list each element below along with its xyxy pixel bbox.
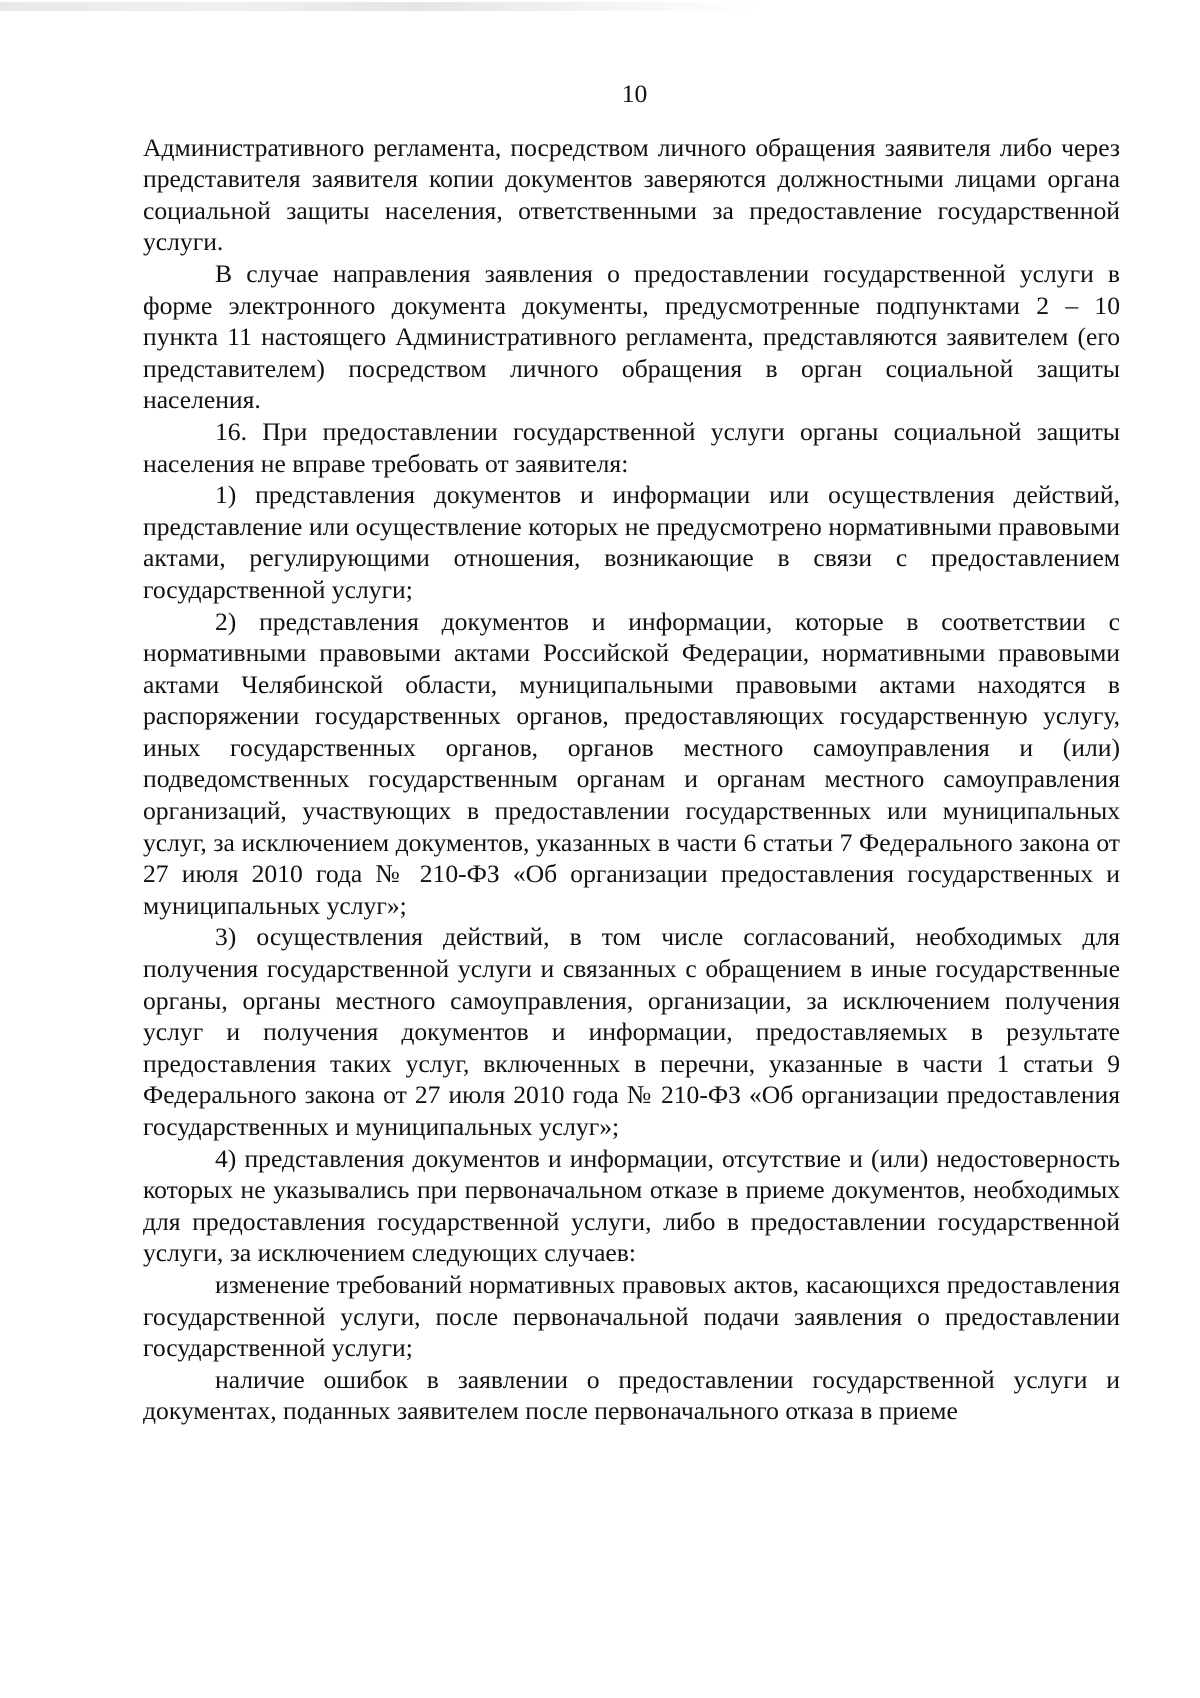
document-page	[143, 78, 1120, 1427]
paragraph-item-3: 3) осуществления действий, в том числе согласований, необходимых для получения государственной услуги и связанных с обращением в иные государственные органы, органы местного самоуправления, организации, за исключением получения услуг и получения документов и информации, предоставляемых в результате предоставления таких услуг, включенных в перечни, указанные в части 1 статьи 9 Федерального закона от 27 июля 2010 года № 210-ФЗ «Об организации предоставления государственных и муниципальных услуг»;	[143, 922, 1120, 1141]
paragraph-item-4: 4) представления документов и информации, отсутствие и (или) недостоверность которых не указывались при первоначальном отказе в приеме документов, необходимых для предоставления государственной услуги, либо в предоставлении государственной услуги, за исключением следующих случаев:	[143, 1143, 1120, 1268]
paragraph-item-2: 2) представления документов и информации, которые в соответствии с нормативными правовыми актами Российской Федерации, нормативными правовыми актами Челябинской области, муниципальными правовыми актами находятся в распоряжении государственных органов, предоставляющих государственную услугу, иных государственных органов, органов местного самоуправления и (или) подведомственных государственным органам и органам местного самоуправления организаций, участвующих в предоставлении государственных или муниципальных услуг, за исключением документов, указанных в части 6 статьи 7 Федерального закона от 27 июля 2010 года № 210-ФЗ «Об организации предоставления государственных и муниципальных услуг»;	[143, 606, 1120, 920]
paragraph-continuation: Административного регламента, посредством личного обращения заявителя либо через представителя заявителя копии документов заверяются должностными лицами органа социальной защиты населения, ответственными за предоставление государственной услуги.	[143, 132, 1120, 257]
paragraph-electronic-application: В случае направления заявления о предоставлении государственной услуги в форме электронного документа документы, предусмотренные подпунктами 2 – 10 пункта 11 настоящего Административного регламента, представляются заявителем (его представителем) посредством личного обращения в орган социальной защиты населения.	[143, 258, 1120, 415]
paragraph-exception-requirements-change: изменение требований нормативных правовых актов, касающихся предоставления государственной услуги, после первоначальной подачи заявления о предоставлении государственной услуги;	[143, 1269, 1120, 1363]
page-number: 10	[621, 79, 648, 108]
paragraph-item-1: 1) представления документов и информации или осуществления действий, представление или осуществление которых не предусмотрено нормативными правовыми актами, регулирующими отношения, возникающие в связи с предоставлением государственной услуги;	[143, 480, 1120, 604]
paragraph-exception-errors: наличие ошибок в заявлении о предоставлении государственной услуги и документах, поданных заявителем после первоначального отказа в приеме	[143, 1364, 1120, 1426]
scan-edge-artifact	[0, 2, 760, 11]
paragraph-clause-16: 16. При предоставлении государственной услуги органы социальной защиты населения не вправе требовать от заявителя:	[143, 416, 1120, 478]
